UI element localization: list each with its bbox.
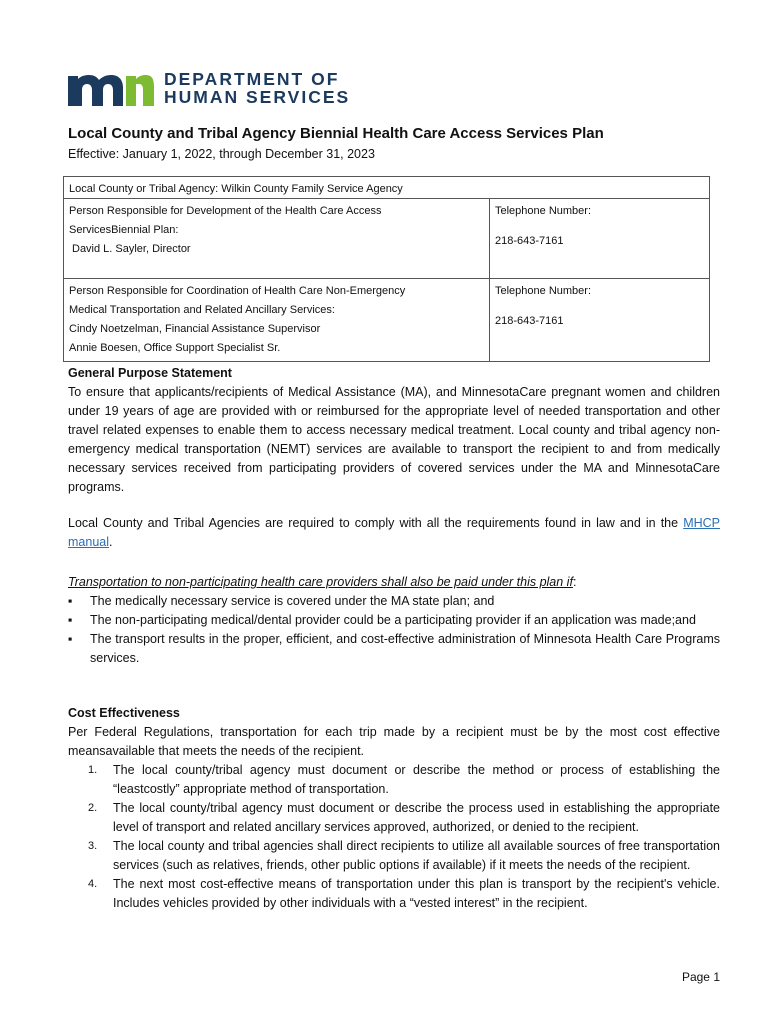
item-number: 2.: [88, 802, 98, 814]
item-text: The local county and tribal agencies shall direct recipients to utilize all available sources of free transportation services (such as relatives, friends, other public options if available) if it meets the needs of the recipient.: [113, 839, 720, 872]
paragraph: To ensure that applicants/recipients of Medical Assistance (MA), and MinnesotaCare pregnant women and children under 19 years of age are provided with or reimbursed for the appropriate level of needed transportation and other travel related expenses to enable them to access necessary medical treatment. Local county and tribal agency non-emergency medical transportation (NEMT) services are available to transport the recipient to and from medically necessary services received from participating providers of covered services under the MA and MinnesotaCare programs.: [68, 385, 720, 494]
text-line: Person Responsible for Development of the Health Care Access: [69, 205, 382, 217]
phone-cell: [490, 279, 710, 362]
list-item: ▪ The medically necessary service is covered under the MA state plan; and: [68, 592, 720, 611]
list-item: [88, 875, 720, 913]
item-text: The next most cost-effective means of transportation under this plan is transport by the recipient's vehicle. Includes vehicles provided by other individuals with a “vested interest” in the recipient.: [113, 877, 720, 910]
list-item: ▪ The transport results in the proper, efficient, and cost-effective administration of Minnesota Health Care Programs services.: [68, 630, 720, 668]
list-item: [88, 799, 720, 837]
paragraph: Per Federal Regulations, transportation for each trip made by a recipient must be by the most cost effective meansavailable that meets the needs of the recipient.: [68, 725, 720, 758]
development-contact: [64, 199, 490, 279]
effective-dates: Effective: January 1, 2022, through December 31, 2023: [68, 147, 375, 161]
list-item: [88, 761, 720, 799]
mhcp-manual-link[interactable]: MHCP manual: [68, 516, 720, 549]
section-heading: Cost Effectiveness: [68, 706, 180, 720]
text: .: [109, 535, 113, 549]
text-line: Person Responsible for Coordination of Health Care Non-Emergency: [69, 285, 406, 297]
item-number: 3.: [88, 840, 98, 852]
phone-label: Telephone Number:: [495, 285, 592, 297]
item-number: 1.: [88, 764, 98, 776]
coordination-contact: [64, 279, 490, 362]
cost-section: [68, 704, 720, 913]
text: :: [572, 575, 577, 589]
text-line: Medical Transportation and Related Ancillary Services:: [69, 304, 335, 316]
section-heading: Transportation to non-participating health care providers shall also be paid under this plan if: [68, 575, 573, 589]
agency-cell: Local County or Tribal Agency: Wilkin County Family Service Agency: [64, 177, 710, 199]
phone-number: 218-643-7161: [495, 315, 564, 327]
contact-name: Cindy Noetzelman, Financial Assistance Supervisor: [69, 323, 321, 335]
mn-logo-icon: [68, 70, 154, 106]
item-text: The local county/tribal agency must document or describe the method or process of establishing the “leastcostly” appropriate method of transportation.: [113, 763, 720, 796]
contact-table: [63, 176, 710, 362]
list-item: ▪ The non-participating medical/dental provider could be a participating provider if an application was made;and: [68, 611, 720, 630]
text: Local County and Tribal Agencies are required to comply with all the requirements found in law and in the: [68, 516, 684, 530]
item-text: The local county/tribal agency must document or describe the process used in establishing the appropriate level of transport and related ancillary services approved, authorized, or denied to the recipient.: [113, 801, 720, 834]
logo-line-2: HUMAN SERVICES: [164, 87, 351, 107]
phone-number: 218-643-7161: [495, 235, 564, 247]
logo-line-1: DEPARTMENT OF: [164, 69, 340, 89]
text-line: ServicesBiennial Plan:: [69, 224, 179, 236]
contact-name: Annie Boesen, Office Support Specialist Sr.: [69, 342, 281, 354]
contact-name: David L. Sayler, Director: [72, 243, 191, 255]
item-number: 4.: [88, 878, 98, 890]
phone-label: Telephone Number:: [495, 205, 592, 217]
section-heading: General Purpose Statement: [68, 366, 232, 380]
list-item: [88, 837, 720, 875]
purpose-section: [68, 364, 720, 497]
page-number: Page 1: [681, 970, 720, 984]
dhs-logo: [68, 70, 350, 106]
phone-cell: [490, 199, 710, 279]
compliance-paragraph: [68, 514, 720, 552]
document-title: Local County and Tribal Agency Biennial Health Care Access Services Plan: [68, 125, 604, 142]
non-participating-section: [68, 573, 720, 668]
